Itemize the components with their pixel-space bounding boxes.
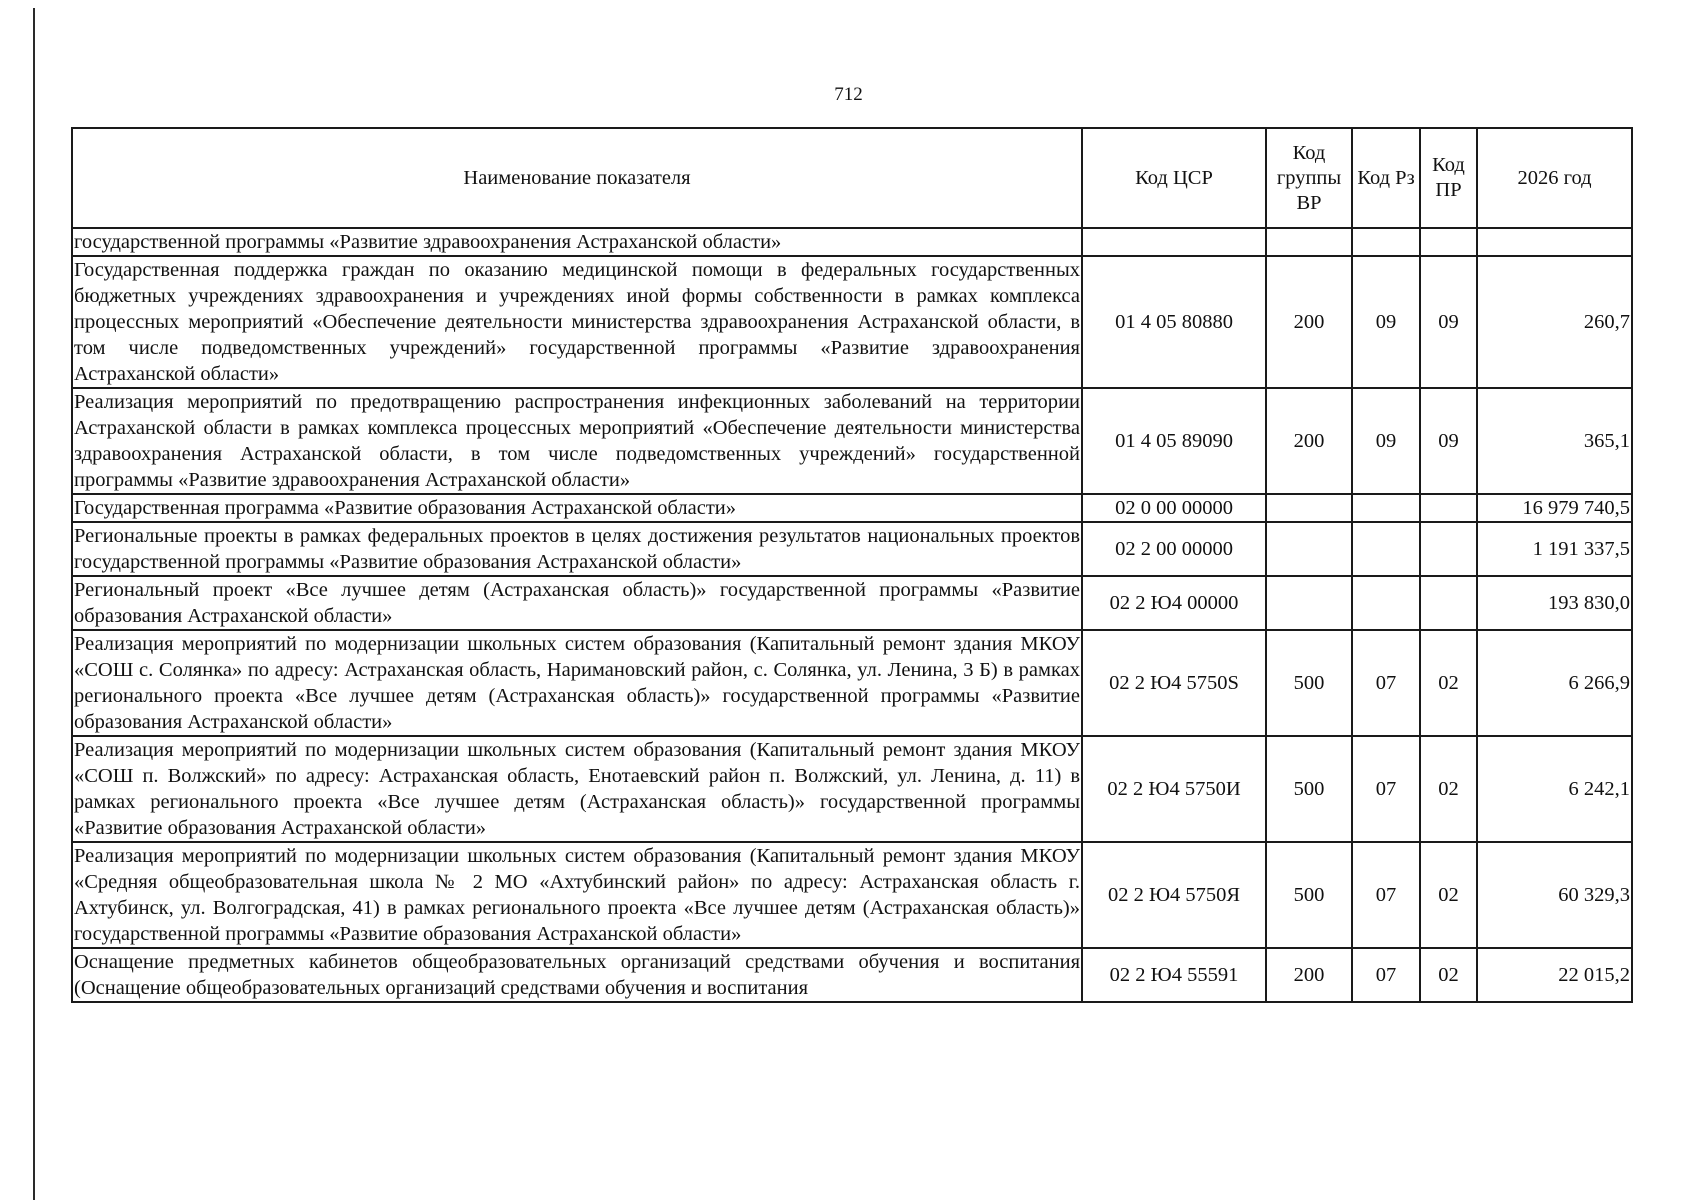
cell-amount: 6 266,9 (1477, 630, 1632, 736)
table-header (72, 128, 1632, 228)
cell-csr-code: 02 2 Ю4 00000 (1082, 576, 1266, 630)
cell-amount: 60 329,3 (1477, 842, 1632, 948)
cell-csr-code: 02 2 Ю4 5750S (1082, 630, 1266, 736)
cell-csr-code (1082, 228, 1266, 256)
cell-vr-code (1266, 522, 1352, 576)
cell-vr-code: 200 (1266, 948, 1352, 1002)
cell-name: Государственная программа «Развитие образования Астраханской области» (72, 494, 1082, 522)
cell-rz-code (1352, 494, 1420, 522)
table-row (72, 576, 1632, 630)
cell-vr-code: 500 (1266, 842, 1352, 948)
table-row (72, 228, 1632, 256)
budget-table (71, 127, 1633, 1003)
cell-csr-code: 02 0 00 00000 (1082, 494, 1266, 522)
cell-amount: 22 015,2 (1477, 948, 1632, 1002)
cell-pr-code: 02 (1420, 948, 1477, 1002)
cell-name: Региональные проекты в рамках федеральных проектов в целях достижения результатов национальных проектов государственной программы «Развитие образования Астраханской области» (72, 522, 1082, 576)
cell-rz-code: 09 (1352, 256, 1420, 388)
cell-name: Оснащение предметных кабинетов общеобразовательных организаций средствами обучения и воспитания (Оснащение общеобразовательных организаций средствами обучения и воспитания (72, 948, 1082, 1002)
cell-name: Региональный проект «Все лучшее детям (Астраханская область)» государственной программы «Развитие образования Астраханской области» (72, 576, 1082, 630)
cell-rz-code (1352, 228, 1420, 256)
table-row (72, 256, 1632, 388)
cell-pr-code: 02 (1420, 842, 1477, 948)
cell-amount: 260,7 (1477, 256, 1632, 388)
cell-vr-code: 500 (1266, 630, 1352, 736)
cell-vr-code (1266, 494, 1352, 522)
cell-amount: 16 979 740,5 (1477, 494, 1632, 522)
cell-name: Реализация мероприятий по предотвращению распространения инфекционных заболеваний на территории Астраханской области в рамках комплекса процессных мероприятий «Обеспечение деятельности министерства здравоохранения Астраханской области, в том числе подведомственных учреждений» государственной программы «Развитие здравоохранения Астраханской области» (72, 388, 1082, 494)
cell-rz-code: 07 (1352, 736, 1420, 842)
cell-rz-code: 07 (1352, 842, 1420, 948)
header-csr-code: Код ЦСР (1082, 128, 1266, 228)
cell-rz-code: 09 (1352, 388, 1420, 494)
cell-pr-code: 02 (1420, 630, 1477, 736)
cell-csr-code: 01 4 05 89090 (1082, 388, 1266, 494)
cell-name: Реализация мероприятий по модернизации школьных систем образования (Капитальный ремонт здания МКОУ «СОШ п. Волжский» по адресу: Астраханская область, Енотаевский район п. Волжский, ул. Ленина, д. 11) в рамках регионального проекта «Все лучшее детям (Астраханская область)» государственной программы «Развитие образования Астраханской области» (72, 736, 1082, 842)
cell-vr-code (1266, 576, 1352, 630)
cell-rz-code: 07 (1352, 948, 1420, 1002)
cell-name: Государственная поддержка граждан по оказанию медицинской помощи в федеральных государственных бюджетных учреждениях здравоохранения и учреждениях иной формы собственности в рамках комплекса процессных мероприятий «Обеспечение деятельности министерства здравоохранения Астраханской области, в том числе подведомственных учреждений» государственной программы «Развитие здравоохранения Астраханской области» (72, 256, 1082, 388)
cell-amount: 6 242,1 (1477, 736, 1632, 842)
cell-vr-code: 200 (1266, 388, 1352, 494)
cell-vr-code (1266, 228, 1352, 256)
header-rz-code: Код Рз (1352, 128, 1420, 228)
cell-pr-code: 09 (1420, 256, 1477, 388)
header-vr-code: Код группы ВР (1266, 128, 1352, 228)
header-name: Наименование показателя (72, 128, 1082, 228)
cell-csr-code: 02 2 Ю4 55591 (1082, 948, 1266, 1002)
cell-pr-code (1420, 494, 1477, 522)
header-row (72, 128, 1632, 228)
cell-pr-code (1420, 576, 1477, 630)
table-body (72, 228, 1632, 1002)
cell-csr-code: 02 2 Ю4 5750Я (1082, 842, 1266, 948)
cell-pr-code: 09 (1420, 388, 1477, 494)
cell-name: государственной программы «Развитие здравоохранения Астраханской области» (72, 228, 1082, 256)
cell-name: Реализация мероприятий по модернизации школьных систем образования (Капитальный ремонт здания МКОУ «Средняя общеобразовательная школа № 2 МО «Ахтубинский район» по адресу: Астраханская область г. Ахтубинск, ул. Волгоградская, 41) в рамках регионального проекта «Все лучшее детям (Астраханская область)» государственной программы «Развитие образования Астраханской области» (72, 842, 1082, 948)
cell-vr-code: 500 (1266, 736, 1352, 842)
page-number: 712 (834, 84, 863, 105)
cell-amount: 1 191 337,5 (1477, 522, 1632, 576)
cell-amount (1477, 228, 1632, 256)
table-row (72, 630, 1632, 736)
table-row (72, 522, 1632, 576)
cell-csr-code: 02 2 00 00000 (1082, 522, 1266, 576)
cell-amount: 365,1 (1477, 388, 1632, 494)
table-row (72, 494, 1632, 522)
table-row (72, 736, 1632, 842)
cell-rz-code (1352, 576, 1420, 630)
header-pr-code: Код ПР (1420, 128, 1477, 228)
cell-pr-code (1420, 228, 1477, 256)
cell-pr-code: 02 (1420, 736, 1477, 842)
page-margin-rule (33, 8, 35, 1200)
cell-pr-code (1420, 522, 1477, 576)
cell-rz-code: 07 (1352, 630, 1420, 736)
table-row (72, 388, 1632, 494)
header-year: 2026 год (1477, 128, 1632, 228)
table-row (72, 948, 1632, 1002)
cell-amount: 193 830,0 (1477, 576, 1632, 630)
cell-csr-code: 02 2 Ю4 5750И (1082, 736, 1266, 842)
cell-rz-code (1352, 522, 1420, 576)
cell-name: Реализация мероприятий по модернизации школьных систем образования (Капитальный ремонт здания МКОУ «СОШ с. Солянка» по адресу: Астраханская область, Наримановский район, с. Солянка, ул. Ленина, 3 Б) в рамках регионального проекта «Все лучшее детям (Астраханская область)» государственной программы «Развитие образования Астраханской области» (72, 630, 1082, 736)
cell-vr-code: 200 (1266, 256, 1352, 388)
table-row (72, 842, 1632, 948)
cell-csr-code: 01 4 05 80880 (1082, 256, 1266, 388)
